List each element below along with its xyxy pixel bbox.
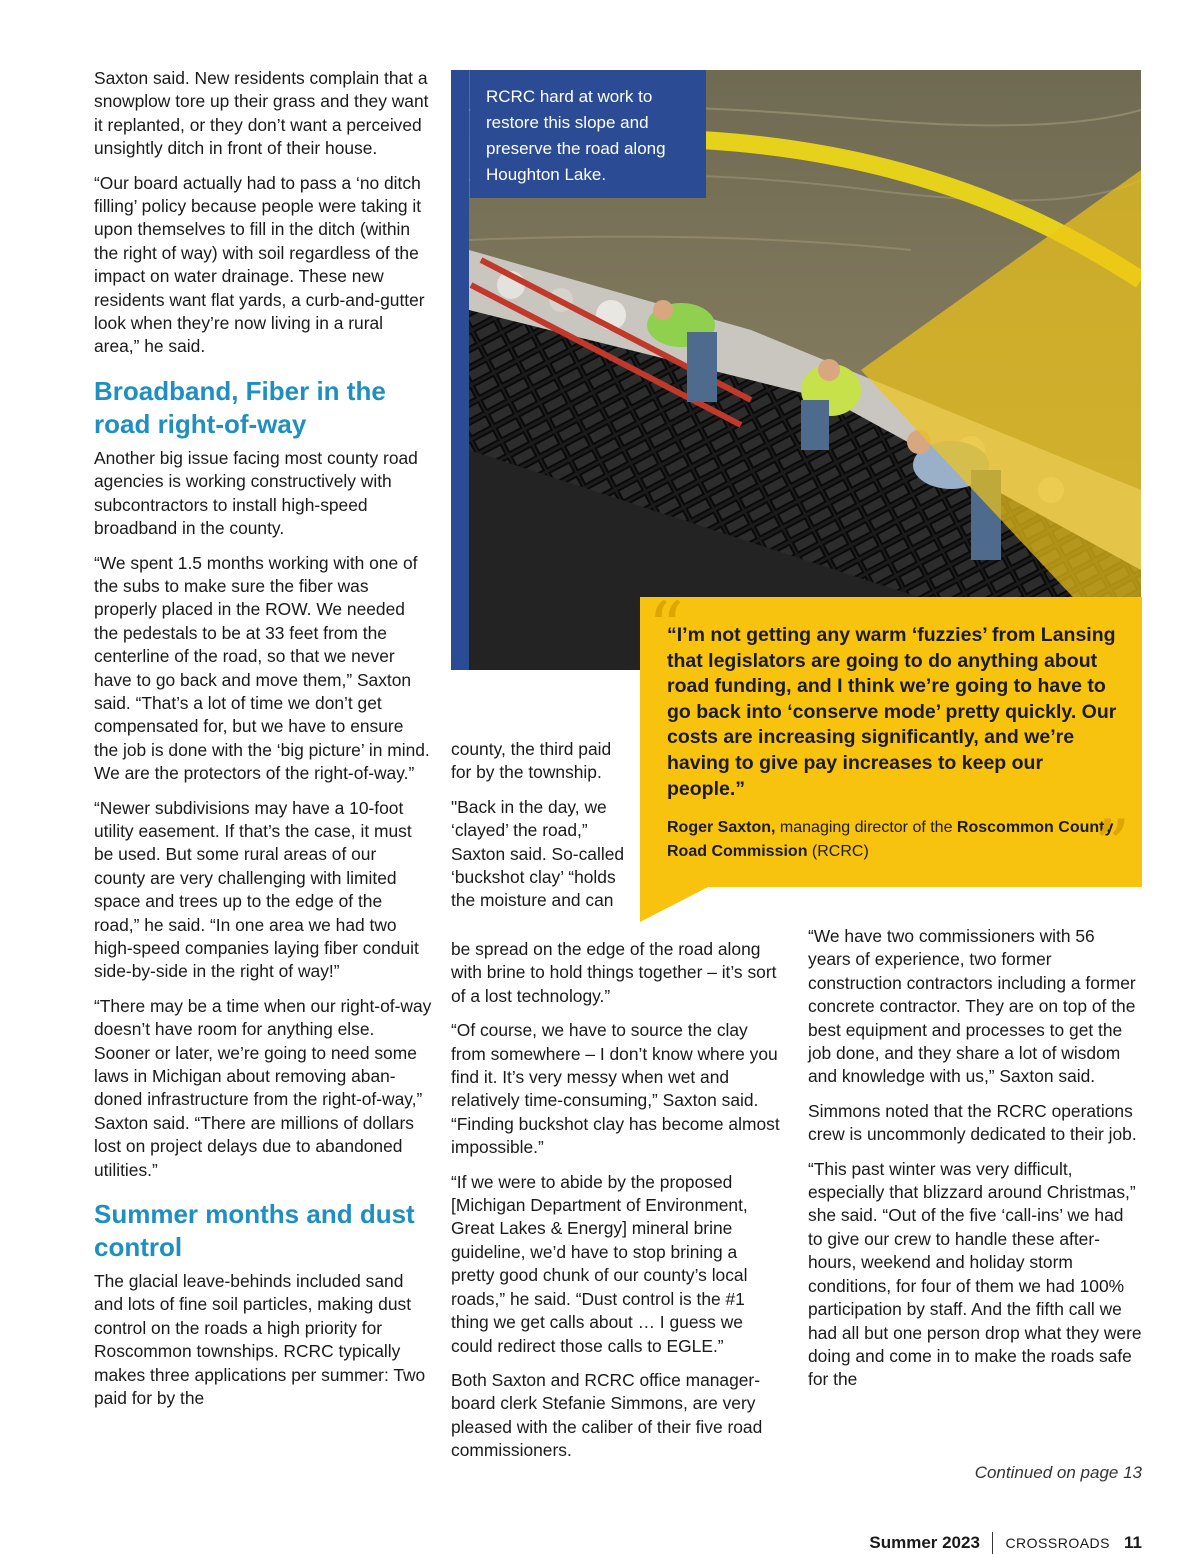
paragraph: Another big issue facing most county road agencies is working constructively with subcontractors to install high-speed broadband in the county. xyxy=(94,447,418,539)
column-2 xyxy=(451,938,785,1474)
open-quote-icon: “ xyxy=(648,587,684,669)
paragraph: “Of course, we have to source the clay from somewhere – I don’t know where you find it. It’s very messy when wet and relatively time-consuming,” Saxton said. “Finding buckshot clay has become almost impossible.” xyxy=(451,1020,780,1158)
issue-label: Summer 2023 xyxy=(869,1533,980,1552)
continued-note: Continued on page 13 xyxy=(974,1463,1142,1482)
section-heading-dust-control: Summer months and dust control xyxy=(94,1199,415,1263)
paragraph: Saxton said. New residents complain that a snowplow tore up their grass and they want it replanted, or they don’t want a perceived unsightly ditch in front of their house. xyxy=(94,68,429,159)
column-3 xyxy=(808,925,1142,1403)
paragraph: “Newer subdivisions may have a 10-foot utility easement. If that’s the case, it must be used. But some rural areas of our county are very challenging with limited space and trees up to the edge of the road,” he said. “In one area we had two high-speed companies laying fiber conduit side-by-side in the right of way!” xyxy=(94,797,419,982)
quote-attribution xyxy=(667,816,1122,864)
page-number: 11 xyxy=(1124,1533,1142,1552)
paragraph: "Back in the day, we ‘clayed’ the road,” Saxton said. So-called ‘buckshot clay’ “holds the moisture and can xyxy=(451,796,625,911)
quote-abbr: (RCRC) xyxy=(811,843,869,861)
column-1 xyxy=(94,67,432,1422)
paragraph: “If we were to abide by the proposed [Michigan Department of Environment, Great Lakes & Energy] mineral brine guideline, we’d have to stop brining a pretty good chunk of our county’s local roads,” he said. “Dust control is the #1 thing we get calls about … I guess we could redirect those calls to EGLE.” xyxy=(451,1171,748,1356)
magazine-name: CROSSROADS xyxy=(1005,1535,1111,1551)
quote-role: managing director of the xyxy=(779,819,953,837)
close-quote-icon: ” xyxy=(1094,805,1130,887)
paragraph: Both Saxton and RCRC office manager-board clerk Stefanie Simmons, are very pleased with the caliber of their five road commissioners. xyxy=(451,1369,763,1461)
quote-text: “I’m not getting any warm ‘fuzzies’ from Lansing that legislators are going to do anything about road funding, and I think we’re going to have to go back into ‘conserve mode’ pretty quickly. Our costs are increasing significantly, and we’re having to give pay increases to keep our people.” xyxy=(667,624,1117,800)
paragraph: “There may be a time when our right-of-way doesn’t have room for anything else. Sooner or later, we’re going to need some laws in Michigan about removing aban-doned infrastructure from the right-of-way,” Saxton said. “There are millions of dollars lost on project delays due to abandoned utilities.” xyxy=(94,995,432,1180)
paragraph: Simmons noted that the RCRC operations crew is uncommonly dedicated to their job. xyxy=(808,1100,1137,1145)
column-2-narrow xyxy=(451,738,631,913)
paragraph: “This past winter was very difficult, especially that blizzard around Christmas,” she said. “Out of the five ‘call-ins’ we had to give our crew to handle these after-hours, weekend and holiday storm conditions, for four of them we had 100% participation by staff. And the fifth call we had all but one person drop what they were doing and come in to make the roads safe for the xyxy=(808,1158,1142,1390)
quote-org: Roscommon County Road Commission xyxy=(667,819,1114,861)
pull-quote xyxy=(640,587,1142,887)
paragraph: be spread on the edge of the road along with brine to hold things together – it’s sort of a lost technology.” xyxy=(451,939,777,1006)
footer-divider xyxy=(992,1532,994,1554)
photo-caption: RCRC hard at work to restore this slope and preserve the road along Houghton Lake. xyxy=(470,70,706,198)
quote-pointer xyxy=(640,886,710,924)
quote-name: Roger Saxton, xyxy=(667,819,776,837)
page-footer xyxy=(869,1532,1142,1554)
paragraph: county, the third paid for by the township. xyxy=(451,739,612,783)
paragraph: “We spent 1.5 months working with one of the subs to make sure the fiber was properly placed in the ROW. We needed the pedestals to be at 33 feet from the centerline of the road, so that we never have to go back and move them,” Saxton said. “That’s a lot of time we don’t get compensated for, but we have to ensure the job is done with the ‘big picture’ in mind. We are the protectors of the right-of-way.” xyxy=(94,552,430,784)
paragraph: The glacial leave-behinds included sand and lots of fine soil particles, making dust control on the roads a high priority for Roscommon townships. RCRC typically makes three applications per summer: Two paid for by the xyxy=(94,1271,426,1409)
paragraph: “We have two commissioners with 56 years of experience, two former construction contractors including a former concrete contractor. They are on top of the best equipment and processes to get the job done, and they share a lot of wisdom and knowledge with us,” Saxton said. xyxy=(808,926,1136,1087)
paragraph: “Our board actually had to pass a ‘no ditch filling’ policy because people were taking it upon themselves to fill in the ditch (within the right of way) with soil regardless of the impact on water drainage. These new residents want flat yards, a curb-and-gutter look when they’re now living in a rural area,” he said. xyxy=(94,172,425,357)
section-heading-broadband: Broadband, Fiber in the road right-of-way xyxy=(94,375,386,439)
